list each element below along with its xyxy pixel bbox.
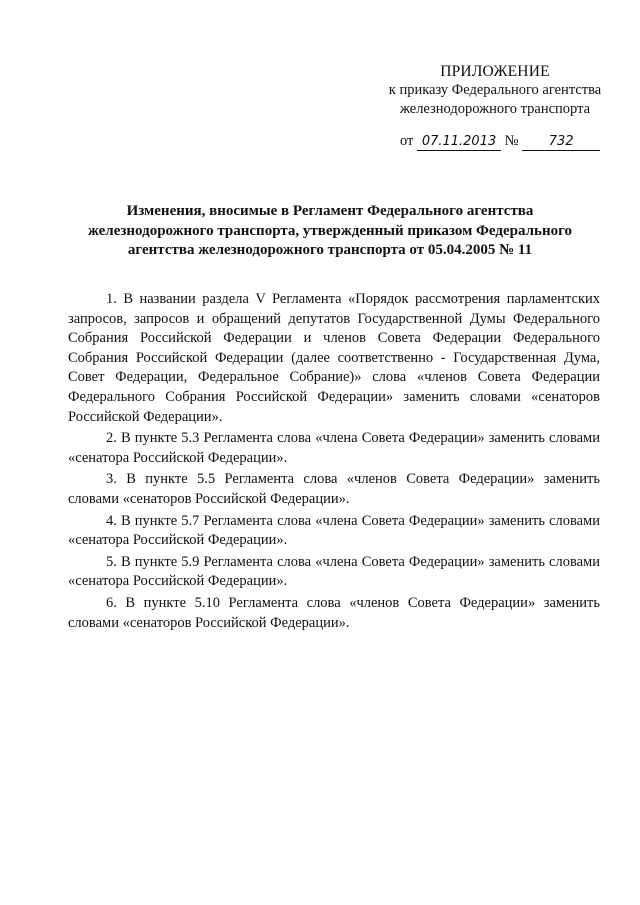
appendix-title: ПРИЛОЖЕНИЕ bbox=[440, 63, 550, 80]
document-heading: Изменения, вносимые в Регламент Федерального агентства железнодорожного транспорта, утвержденный приказом Федерального агентства железнодорожного транспорта от 05.04.2005 № 11 bbox=[87, 203, 573, 258]
handwritten-number: 732 bbox=[522, 134, 600, 151]
appendix-order-line-2: железнодорожного транспорта bbox=[399, 101, 591, 117]
handwritten-date: 07.11.2013 bbox=[417, 134, 501, 151]
appendix-stamp bbox=[380, 62, 610, 119]
paragraph: 4. В пункте 5.7 Регламента слова «члена Совета Федерации» заменить словами «сенатора Российской Федерации». bbox=[68, 512, 600, 549]
paragraph: 1. В названии раздела V Регламента «Порядок рассмотрения парламентских запросов, запросов и обращений депутатов Государственной Думы Федерального Собрания Российской Федерации и членов Совета Федерации Федерального Собрания Российской Федерации (далее соответственно - Государственная Дума, Совет Федерации, Федеральное Собрание)» слова «членов Совета Федерации Федерального Собрания Российской Федерации» заменить словами «сенаторов Российской Федерации». bbox=[68, 291, 600, 425]
order-date-number bbox=[400, 133, 600, 151]
date-prefix: от bbox=[400, 133, 414, 149]
appendix-order-line-1: к приказу Федерального агентства bbox=[388, 82, 602, 98]
paragraph: 5. В пункте 5.9 Регламента слова «члена Совета Федерации» заменить словами «сенатора Российской Федерации». bbox=[68, 553, 600, 590]
number-prefix: № bbox=[504, 133, 519, 149]
paragraph: 6. В пункте 5.10 Регламента слова «членов Совета Федерации» заменить словами «сенаторов Российской Федерации». bbox=[68, 594, 600, 631]
document-body bbox=[68, 290, 600, 635]
paragraph: 2. В пункте 5.3 Регламента слова «члена Совета Федерации» заменить словами «сенатора Российской Федерации». bbox=[68, 430, 600, 466]
paragraph: 3. В пункте 5.5 Регламента слова «членов Совета Федерации» заменить словами «сенаторов Российской Федерации». bbox=[68, 471, 600, 507]
